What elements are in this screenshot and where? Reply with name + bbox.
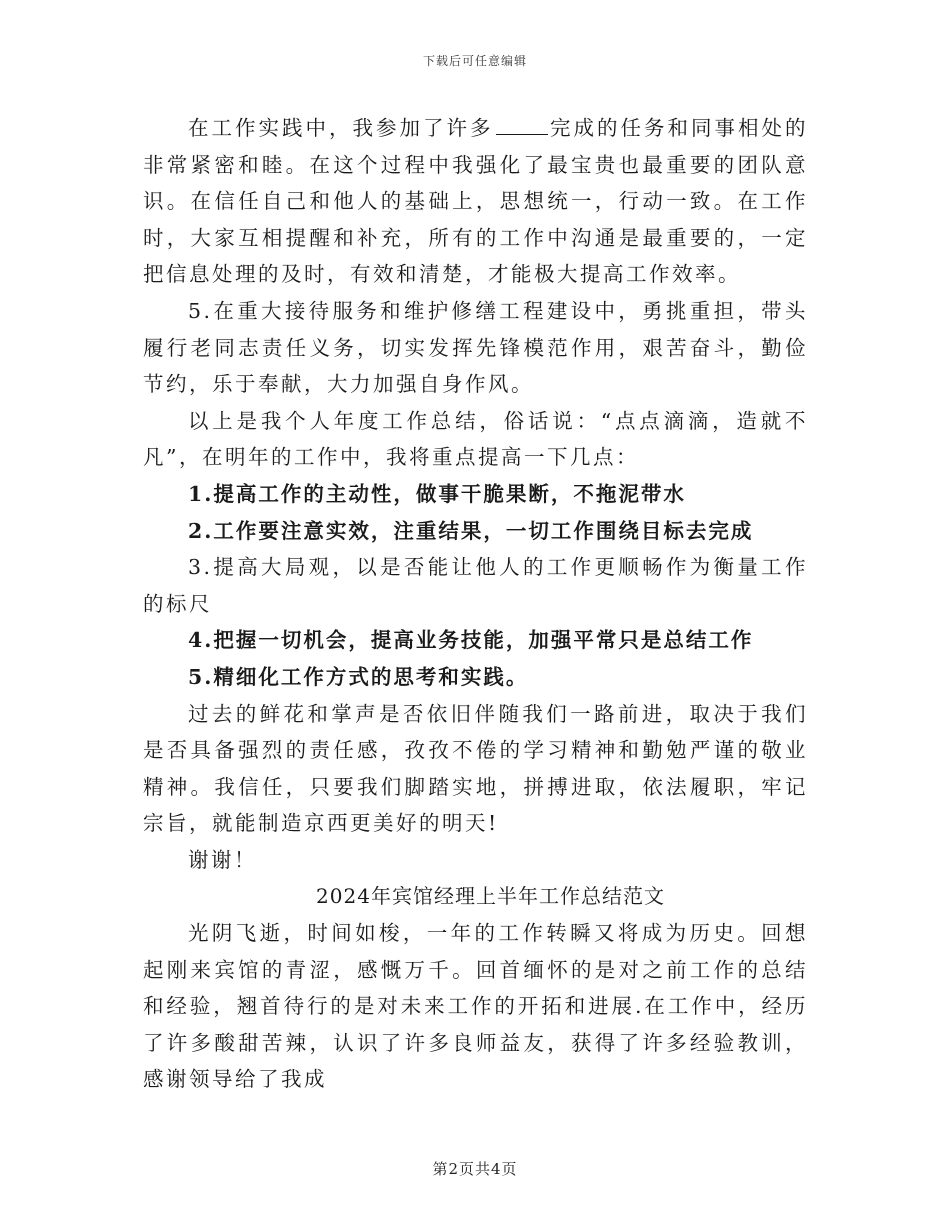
paragraph-teamwork-end: 完成的任务和同事相处的非常紧密和睦。在这个过程中我强化了最宝贵也最重要的团队意识。在信任自己和他人的基础上，思想统一，行动一致。在工作时，大家互相提醒和补充，所有的工作中沟通是最重要的，一定把信息处理的及时，有效和清楚，才能极大提高工作效率。 <box>143 116 808 287</box>
list-item-3: 3.提高大局观，以是否能让他人的工作更顺畅作为衡量工作的标尺 <box>143 555 808 616</box>
list-item-2: 2.工作要注意实效，注重结果，一切工作围绕目标去完成 <box>188 518 754 543</box>
paragraph-point-5: 5.在重大接待服务和维护修缮工程建设中，勇挑重担，带头履行老同志责任义务，切实发挥先锋模范作用，艰苦奋斗，勤俭节约，乐于奉献，大力加强自身作风。 <box>143 298 808 397</box>
paragraph-thanks: 谢谢！ <box>188 847 257 872</box>
paragraph-teamwork-start: 在工作实践中，我参加了许多 <box>188 116 494 140</box>
header-note: 下载后可任意编辑 <box>422 54 527 68</box>
list-item-5: 5.精细化工作方式的思考和实践。 <box>188 664 529 689</box>
paragraph-new-section: 光阴飞逝，时间如梭，一年的工作转瞬又将成为历史。回想起刚来宾馆的青涩，感慨万千。回首缅怀的是对之前工作的总结和经验，翘首待行的是对未来工作的开拓和进展.在工作中，经历了许多酸甜苦辣，认识了许多良师益友，获得了许多经验教训，感谢领导给了我成 <box>143 921 808 1092</box>
document-body <box>143 110 808 1098</box>
list-item-1: 1.提高工作的主动性，做事干脆果断，不拖泥带水 <box>188 481 686 506</box>
paragraph-summary-intro: 以上是我个人年度工作总结，俗话说：“点点滴滴，造就不凡”，在明年的工作中，我将重点提高一下几点： <box>143 408 808 470</box>
blank-underline <box>496 116 548 135</box>
page-number: 第2页共4页 <box>432 1160 518 1178</box>
list-item-4: 4.把握一切机会，提高业务技能，加强平常只是总结工作 <box>188 628 754 653</box>
paragraph-teamwork <box>143 110 808 293</box>
section-title: 2024年宾馆经理上半年工作总结范文 <box>316 884 665 909</box>
paragraph-closing: 过去的鲜花和掌声是否依旧伴随我们一路前进，取决于我们是否具备强烈的责任感，孜孜不倦的学习精神和勤勉严谨的敬业精神。我信任，只要我们脚踏实地，拼搏进取，依法履职，牢记宗旨，就能制造京西更美好的明天! <box>143 701 808 836</box>
